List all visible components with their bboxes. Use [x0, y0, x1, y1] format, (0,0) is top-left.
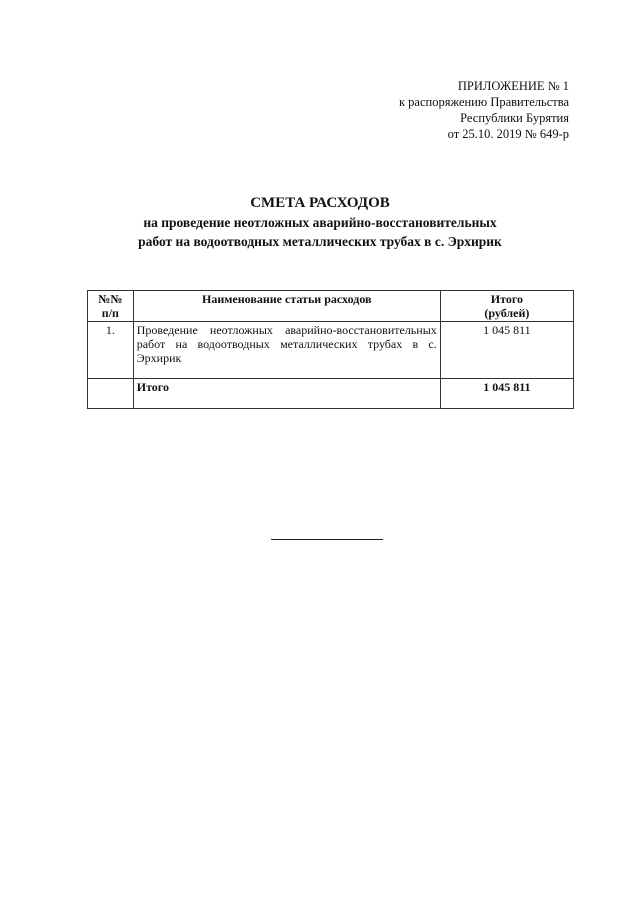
- expense-table: [87, 290, 574, 409]
- header-name: Наименование статьи расходов: [133, 291, 440, 322]
- sum-number-cell: [88, 379, 134, 409]
- table-row: [88, 322, 574, 379]
- appendix-number: ПРИЛОЖЕНИЕ № 1: [457, 79, 569, 93]
- appendix-date-number: от 25.10. 2019 № 649-р: [447, 127, 569, 141]
- header-total-line2: (рублей): [484, 306, 530, 320]
- appendix-authority: Республики Бурятия: [460, 111, 569, 125]
- document-title: [0, 193, 640, 251]
- header-total-line1: Итого: [490, 292, 523, 306]
- row-expense-name: Проведение неотложных аварийно-восстановительных работ на водоотводных металлических трубах в с. Эрхирик: [133, 322, 440, 379]
- sum-label: Итого: [133, 379, 440, 409]
- title-main: СМЕТА РАСХОДОВ: [250, 195, 390, 211]
- appendix-header: [399, 78, 569, 142]
- title-subtitle-line2: работ на водоотводных металлических трубах в с. Эрхирик: [138, 234, 502, 249]
- end-divider-line: [271, 539, 383, 540]
- appendix-decree-ref: к распоряжению Правительства: [398, 95, 569, 109]
- header-number-line1: №№: [98, 292, 123, 306]
- table-sum-row: [88, 379, 574, 409]
- header-total: [440, 291, 573, 322]
- row-number: 1.: [88, 322, 134, 379]
- title-subtitle-line1: на проведение неотложных аварийно-восстановительных: [143, 215, 497, 230]
- header-number: [88, 291, 134, 322]
- header-number-line2: п/п: [101, 306, 119, 320]
- sum-total: 1 045 811: [440, 379, 573, 409]
- table-header-row: [88, 291, 574, 322]
- row-total: 1 045 811: [440, 322, 573, 379]
